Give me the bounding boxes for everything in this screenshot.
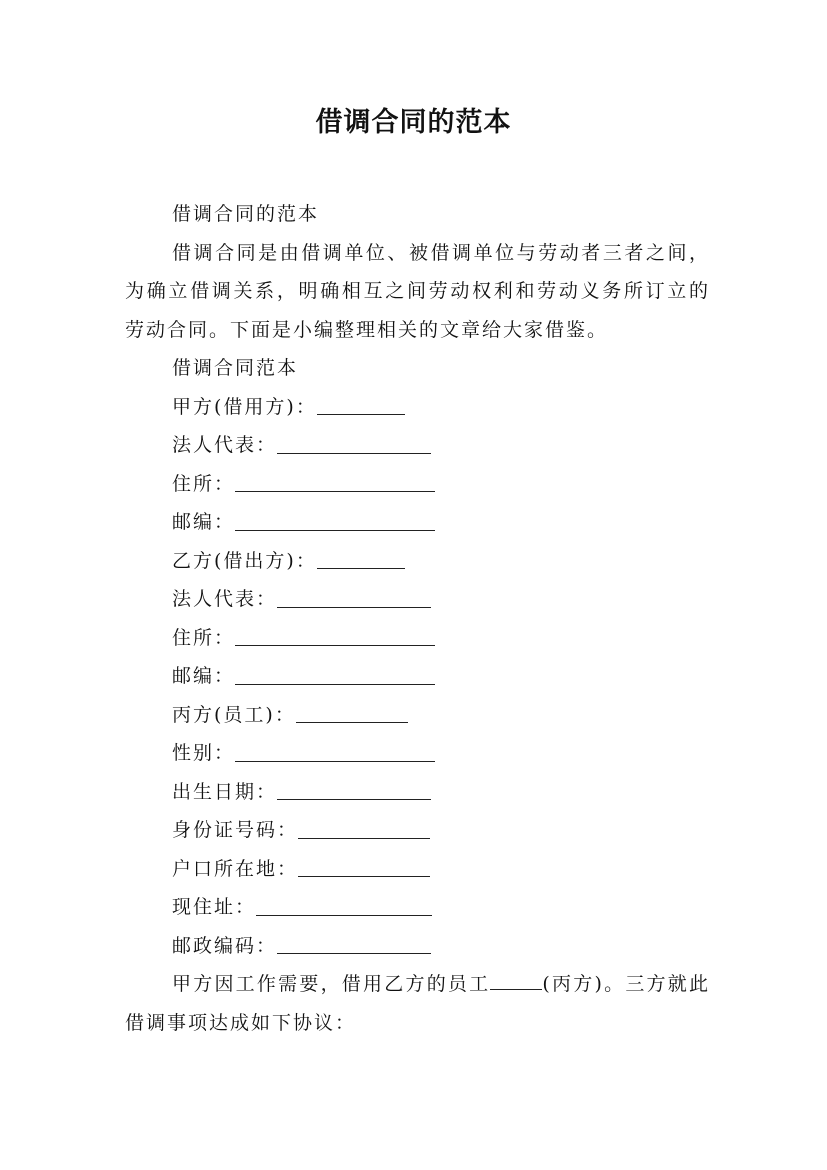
- field-row: [125, 465, 710, 504]
- document-body: [125, 195, 710, 1042]
- field-label: 乙方(借出方)：: [172, 549, 317, 572]
- fill-in-blank[interactable]: [298, 866, 430, 877]
- field-row: [125, 388, 710, 427]
- field-row: [125, 426, 710, 465]
- fill-in-blank[interactable]: [277, 443, 431, 454]
- field-row: [125, 773, 710, 812]
- fill-in-blank[interactable]: [277, 789, 431, 800]
- fill-in-blank[interactable]: [298, 828, 430, 839]
- field-row: [125, 888, 710, 927]
- field-row: [125, 657, 710, 696]
- fill-in-blank[interactable]: [235, 481, 435, 492]
- field-row: [125, 734, 710, 773]
- party-fields: [125, 388, 710, 966]
- field-row: [125, 542, 710, 581]
- field-label: 性别：: [172, 742, 236, 764]
- field-label: 甲方(借用方)：: [172, 395, 317, 418]
- fill-in-blank[interactable]: [235, 635, 435, 646]
- field-row: [125, 850, 710, 889]
- field-label: 身份证号码：: [172, 819, 299, 841]
- closing-text-part1: 甲方因工作需要，借用乙方的员工: [172, 973, 491, 995]
- field-label: 邮编：: [172, 665, 236, 687]
- field-label: 户口所在地：: [172, 857, 299, 880]
- field-label: 丙方(员工)：: [172, 703, 296, 726]
- fill-in-blank[interactable]: [490, 988, 542, 990]
- fill-in-blank[interactable]: [235, 520, 435, 531]
- field-label: 邮政编码：: [172, 934, 278, 957]
- field-row: [125, 696, 710, 735]
- field-row: [125, 503, 710, 542]
- fill-in-blank[interactable]: [317, 404, 405, 415]
- field-label: 现住址：: [172, 896, 257, 918]
- fill-in-blank[interactable]: [235, 751, 435, 762]
- section-heading: 借调合同范本: [172, 357, 299, 379]
- field-label: 出生日期：: [172, 780, 278, 803]
- fill-in-blank[interactable]: [235, 674, 435, 685]
- field-label: 法人代表：: [172, 588, 278, 610]
- fill-in-blank[interactable]: [277, 943, 431, 954]
- field-label: 邮编：: [172, 511, 236, 533]
- subtitle-line: 借调合同的范本: [172, 203, 320, 225]
- fill-in-blank[interactable]: [256, 905, 432, 916]
- closing-text-part2: (丙方)。三方就此借调事项达成如下协议：: [125, 973, 710, 1034]
- fill-in-blank[interactable]: [296, 712, 408, 723]
- intro-paragraph: 借调合同是由借调单位、被借调单位与劳动者三者之间，为确立借调关系，明确相互之间劳动权利和劳动义务所订立的劳动合同。下面是小编整理相关的文章给大家借鉴。: [125, 241, 710, 341]
- field-row: [125, 927, 710, 966]
- fill-in-blank[interactable]: [317, 558, 405, 569]
- document-title: 借调合同的范本: [315, 107, 512, 138]
- field-label: 住所：: [172, 626, 236, 649]
- closing-paragraph: [125, 965, 710, 1042]
- field-row: [125, 619, 710, 658]
- field-label: 住所：: [172, 472, 236, 495]
- fill-in-blank[interactable]: [277, 597, 431, 608]
- field-row: [125, 811, 710, 850]
- field-label: 法人代表：: [172, 434, 278, 456]
- field-row: [125, 580, 710, 619]
